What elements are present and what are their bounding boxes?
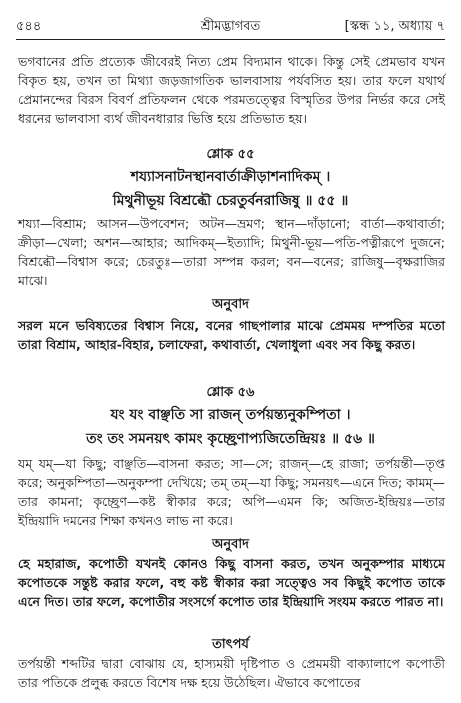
chapter-reference: [স্কন্ধ ১১, অধ্যায় ৭ [344,19,445,34]
verse-56-line-1: যং যং বাঞ্ছতি সা রাজন্ তর্পয়ন্ত্যনুকম্পিতা । [110,407,351,423]
verse-55-line-1: শয্যাসনাটনস্থানবার্তাক্রীড়াশনাদিকম্ । [130,169,331,185]
verse-56-translation-block [18,554,445,634]
verse-56-translation: হে মহারাজ, কপোতী যখনই কোনও কিছু বাসনা করত, তখন অনুকম্পার মাধ্যমে কপোতকে সন্তুষ্ট করার ফলে, বহু কষ্ট স্বীকার করা সত্ত্বেও সব কিছুই কপোত তাকে এনে দিত। তার ফলে, কপোতীর সংসর্গে কপোত তার ইন্দ্রিয়াদি সংযম করতে পারত না। [18,556,445,609]
book-title: শ্রীমদ্ভাগবত [200,19,261,34]
verse-55-synonyms: শয্যা—বিশ্রাম; আসন—উপবেশন; অটন—ভ্রমণ; স্থান—দাঁড়ানো; বার্তা—কথাবার্তা; ক্রীড়া—খেলা; অশন—আহার; আদিকম্—ইত্যাদি; মিথুনী-ভূয়—পতি-পত্নীরূপে দুজনে; বিশ্রব্ধৌ—বিশ্বাস করে; চেরতুঃ—তারা সম্পন্ন করল; বন—বনের; রাজিষু—বৃক্ষরাজির মাঝে। [18,216,445,288]
verse-56-line-2: তং তং সমনয়ৎ কামং কৃচ্ছ্রেণাপ্যজিতেন্দ্রিয়ঃ ॥ ৫৬ ॥ [86,431,375,447]
page-number: ৫৪৪ [16,19,42,34]
intro-paragraph-block [18,52,445,132]
verse-55-synonyms-block [18,214,445,294]
verse-56-purport-block [18,654,445,694]
verse-55-translation-block [18,316,445,376]
page-header [16,18,445,38]
verse-55-translation-heading: অনুবাদ [212,297,249,312]
verse-56-synonyms-block [18,454,445,534]
verse-55-heading: শ্লোক ৫৫ [206,147,255,162]
verse-55-line-2: মিথুনীভূয় বিশ্রব্ধৌ চেরতুর্বনরাজিষু ॥ ৫৫ ॥ [112,193,349,209]
verse-56-purport: তর্পয়ন্তী শব্দটির দ্বারা বোঝায় যে, হাস্যময়ী দৃষ্টিপাত ও প্রেমময়ী বাক্যালাপে কপোতী তার পতিকে প্রলুব্ধ করতে বিশেষ দক্ষ হয়ে উঠেছিল। ঐভাবে কপোতের [18,656,445,690]
verse-56-synonyms: যম্ যম্—যা কিছু; বাঞ্ছতি—বাসনা করত; সা—সে; রাজন্—হে রাজা; তর্পয়ন্তী—তৃপ্ত করে; অনুকম্পিতা—অনুকম্পা দেখিয়ে; তম্ তম্—যা কিছু; সমনয়ৎ—এনে দিত; কামম্—তার কামনা; কৃচ্ছ্রেণ—কষ্ট স্বীকার করে; অপি—এমন কি; অজিত-ইন্দ্রিয়ঃ—তার ইন্দ্রিয়াদি দমনের শিক্ষা কখনও লাভ না করে। [18,456,445,528]
verse-56-purport-heading: তাৎপর্য [212,637,249,652]
verse-56-heading: শ্লোক ৫৬ [206,385,255,400]
intro-paragraph: ভগবানের প্রতি প্রত্যেক জীবেরই নিত্য প্রেম বিদ্যমান থাকে। কিন্তু সেই প্রেমভাব যখন বিকৃত হয়, তখন তা মিথ্যা জড়জাগতিক ভালবাসায় পর্যবসিত হয়। তার ফলে যথার্থ প্রেমানন্দের বিরস বিবর্ণ প্রতিফলন থেকে পরমতত্ত্বের বিস্মৃতির উপর নির্ভর করে সেই ধরনের ভালবাসা ব্যর্থ জীবনধারার ভিত্তি হয়ে প্রতিভাত হয়। [18,54,445,126]
header-rule [16,39,445,40]
verse-55-translation: সরল মনে ভবিষ্যতের বিশ্বাস নিয়ে, বনের গাছপালার মাঝে প্রেমময় দম্পতির মতো তারা বিশ্রাম, আহার-বিহার, চলাফেরা, কথাবার্তা, খেলাধুলা এবং সব কিছু করত। [18,318,445,352]
verse-56-translation-heading: অনুবাদ [212,537,249,552]
